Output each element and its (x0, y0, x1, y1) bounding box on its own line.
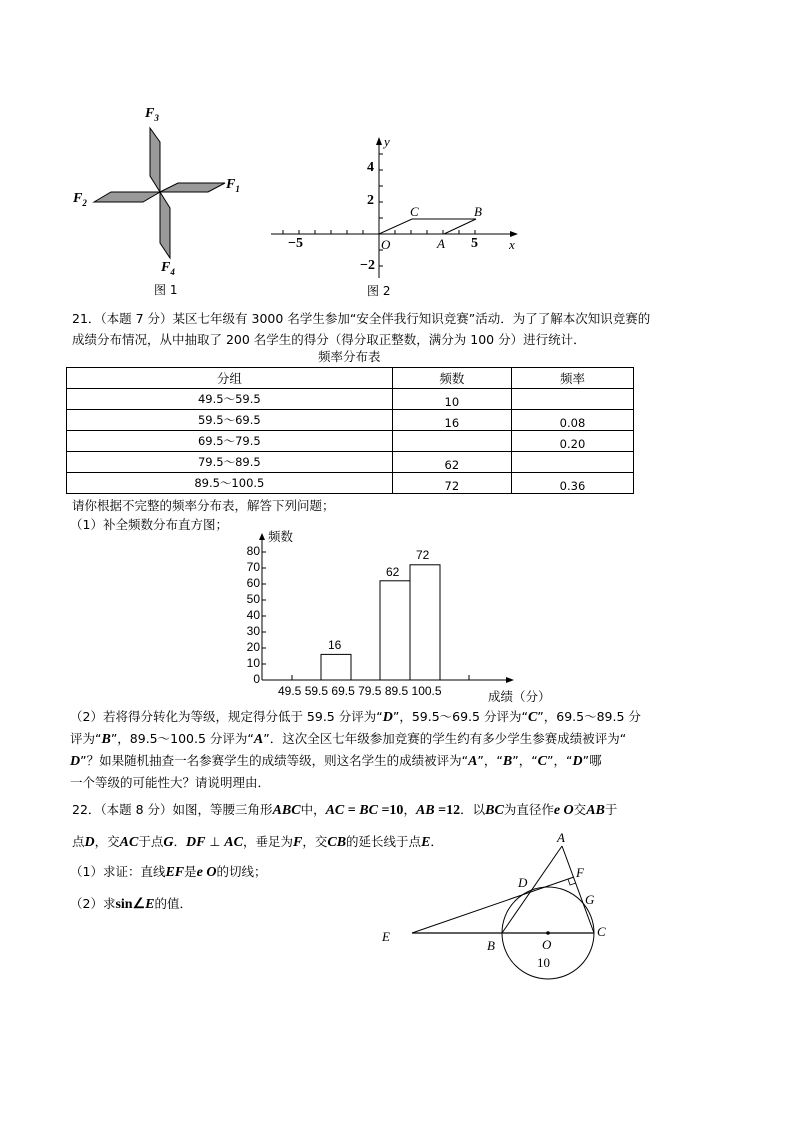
cell-count: 72 (392, 473, 511, 494)
circle-triangle-icon (370, 825, 620, 990)
point-o: O (381, 237, 391, 252)
y-tick: 40 (246, 608, 260, 622)
y-axis-label: y (384, 134, 390, 149)
q22-line2: 点D，交AC于点G．DF ⊥ AC，垂足为F，交CB的延长线于点E． (72, 834, 443, 850)
point-f: F (576, 865, 584, 880)
q21-line2: 成绩分布情况，从中抽取了 200 名学生的得分（得分取正整数，满分为 100 分）进行统计． (72, 332, 586, 347)
header-frequency-count: 频数 (392, 368, 511, 389)
table-title: 频率分布表 (318, 349, 381, 364)
tick-x5: 5 (471, 236, 478, 251)
q21-part2-line1: （2）若将得分转化为等级，规定得分低于 59.5 分评为“D”，59.5～69.5 分评为“C”，69.5～89.5 分 (70, 709, 641, 725)
x-tick: 59.5 (304, 684, 329, 698)
tick-y2: 2 (367, 193, 374, 208)
q22-geometry-figure (370, 825, 620, 990)
header-group: 分组 (67, 368, 393, 389)
y-tick: 30 (246, 624, 260, 638)
label-f1: $F_1$ (226, 177, 240, 194)
q21-instruction: 请你根据不完整的频率分布表，解答下列问题； (72, 498, 335, 513)
q21-line1: 21．（本题 7 分）某区七年级有 3000 名学生参加“安全伴我行知识竞赛”活动．为了了解本次知识竞赛的 (72, 311, 651, 326)
bar-label: 72 (416, 548, 430, 562)
bar-label: 16 (328, 638, 342, 652)
tick-yneg2: −2 (360, 258, 375, 273)
q21-part2 (70, 706, 720, 793)
table-header-row (67, 368, 634, 389)
figure-2-caption: 图 2 (367, 284, 391, 298)
y-tick: 50 (246, 592, 260, 606)
table-row (67, 431, 634, 452)
point-a: A (437, 236, 445, 251)
histogram-x-label: 成绩（分） (488, 689, 551, 704)
label-f3: $F_3$ (145, 106, 159, 123)
cell-group: 49.5～59.5 (67, 389, 393, 410)
cell-count (392, 431, 511, 452)
point-e: E (382, 929, 390, 944)
cell-rate: 0.08 (511, 410, 633, 431)
point-b: B (487, 938, 495, 953)
cell-count: 10 (392, 389, 511, 410)
figure-2 (260, 130, 530, 300)
frequency-table (66, 367, 634, 494)
cell-rate (511, 452, 633, 473)
cell-group: 59.5～69.5 (67, 410, 393, 431)
y-tick: 0 (253, 672, 260, 686)
cell-group: 89.5～100.5 (67, 473, 393, 494)
histogram-chart (220, 520, 560, 710)
figure-1 (60, 100, 260, 300)
table-row (67, 452, 634, 473)
point-o: O (542, 937, 552, 952)
bar-label: 62 (386, 565, 400, 579)
cell-group: 69.5～79.5 (67, 431, 393, 452)
table-row (67, 389, 634, 410)
q21-part1: （1）补全频数分布直方图； (70, 517, 228, 532)
point-b: B (474, 204, 482, 219)
y-tick: 20 (246, 640, 260, 654)
cell-rate: 0.36 (511, 473, 633, 494)
point-c: C (597, 924, 606, 939)
point-d: D (518, 875, 528, 890)
point-a: A (557, 830, 565, 845)
cell-count: 62 (392, 452, 511, 473)
x-tick-labels (278, 684, 442, 698)
cell-rate (511, 389, 633, 410)
y-tick: 10 (246, 656, 260, 670)
point-c: C (410, 204, 419, 219)
q21-part2-line2: 评为“B”，89.5～100.5 分评为“A”．这次全区七年级参加竞赛的学生约有多少学生参赛成绩被评为“ (70, 731, 627, 747)
histogram-y-label: 频数 (268, 529, 294, 544)
q21-part2-line4: 一个等级的可能性大？请说明理由． (70, 775, 271, 790)
q22-part1: （1）求证：直线EF是e O的切线； (70, 864, 267, 880)
diameter-label: 10 (537, 955, 550, 970)
label-f2: $F_2$ (73, 191, 87, 208)
tick-xneg5: −5 (288, 236, 303, 251)
tick-y4: 4 (367, 160, 374, 175)
point-g: G (585, 892, 595, 907)
x-tick: 49.5 (278, 684, 302, 698)
x-tick: 100.5 (411, 684, 442, 698)
q21-part2-line3: D”？如果随机抽查一名参赛学生的成绩等级，则这名学生的成绩被评为“A”，“B”，“C”，“D”哪 (70, 753, 602, 769)
q22-line1: 22．（本题 8 分）如图，等腰三角形ABC中，AC = BC =10，AB =12．以BC为直径作e O交AB于 (72, 802, 618, 818)
x-tick: 89.5 (384, 684, 409, 698)
figure-1-caption: 图 1 (154, 283, 178, 297)
q22-part2: （2）求sin∠E的值． (70, 896, 192, 912)
cell-group: 79.5～89.5 (67, 452, 393, 473)
y-tick: 80 (246, 544, 260, 558)
force-diagram-icon (60, 100, 260, 300)
table-row (67, 410, 634, 431)
x-tick: 69.5 (331, 684, 355, 698)
q21-intro (72, 308, 722, 350)
y-tick: 60 (246, 576, 260, 590)
x-tick: 79.5 (358, 684, 382, 698)
histogram-axes-icon (220, 520, 560, 710)
table-row (67, 473, 634, 494)
cell-rate: 0.20 (511, 431, 633, 452)
header-frequency-rate: 频率 (511, 368, 633, 389)
y-tick: 70 (246, 560, 260, 574)
label-f4: $F_4$ (161, 260, 175, 277)
coordinate-plane-icon (260, 130, 530, 300)
cell-count: 16 (392, 410, 511, 431)
x-axis-label: x (509, 237, 515, 252)
